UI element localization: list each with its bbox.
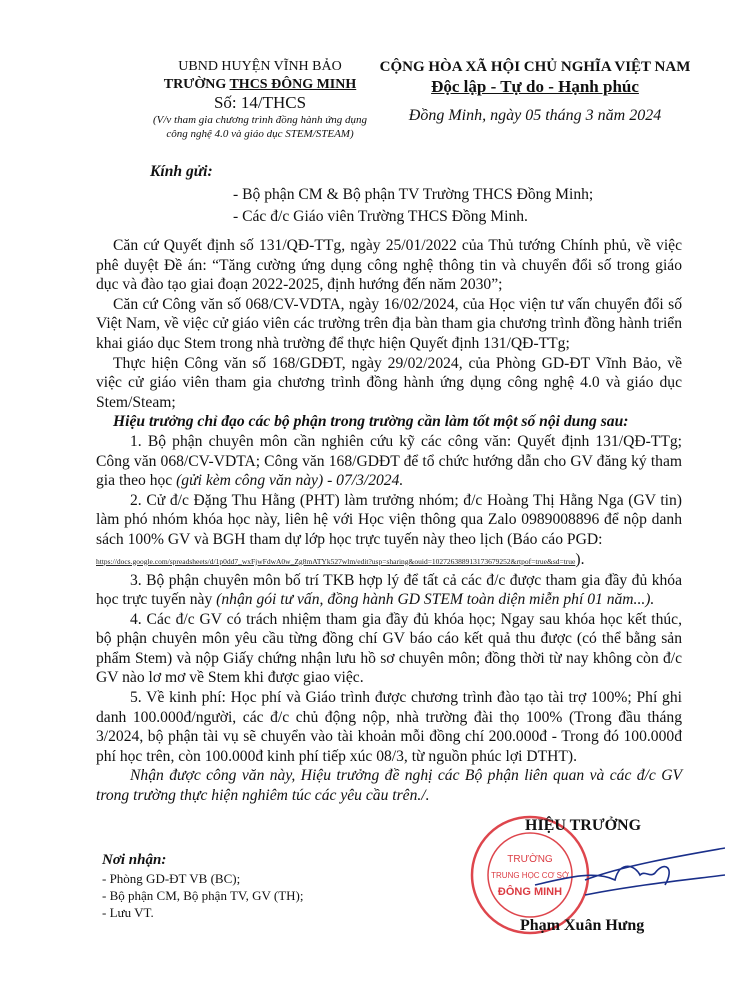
report-link-line: [96, 550, 682, 571]
receivers-title: Nơi nhận:: [102, 851, 167, 868]
recipient: - Bộ phận CM & Bộ phận TV Trường THCS Đồng Minh;: [233, 186, 594, 203]
receivers-block: [102, 850, 304, 921]
issuer-header: [140, 58, 380, 141]
paragraph: Thực hiện Công văn số 168/GDĐT, ngày 29/02/2024, của Phòng GD-ĐT Vĩnh Bảo, về việc cử giáo viên tham gia chương trình đồng hành ứng dụng công nghệ 4.0 và giáo dục Stem/Steam;: [96, 354, 682, 411]
paragraph: Căn cứ Quyết định số 131/QĐ-TTg, ngày 25/01/2022 của Thủ tướng Chính phủ, về việc phê duyệt Đề án: “Tăng cường ứng dụng công nghệ thông tin và chuyển đổi số trong giáo dục và đào tạo giai đoạn 2022-2025, định hướng đến năm 2030”;: [96, 237, 682, 294]
letter-body: [96, 236, 682, 806]
receiver: - Phòng GD-ĐT VB (BC);: [102, 870, 241, 886]
document-number: Số: 14/THCS: [213, 93, 307, 112]
item-2: 2. Cử đ/c Đặng Thu Hằng (PHT) làm trưởng nhóm; đ/c Hoàng Thị Hằng Nga (GV tin) làm phó nhóm khóa học này, liên hệ với Học viện thông qua Zalo 0989008896 để nộp danh sách 100% GV và BGH tham dự lớp học trực tuyến này theo lịch (Báo cáo PGD:: [96, 491, 682, 548]
signature-block: [491, 816, 695, 966]
school-name-text: THCS ĐÔNG MINH: [229, 77, 357, 92]
greeting: Kính gửi:: [150, 163, 213, 180]
place-date: Đồng Minh, ngày 05 tháng 3 năm 2024: [408, 107, 662, 124]
svg-text:TRUNG HỌC CƠ SỞ: TRUNG HỌC CƠ SỞ: [491, 870, 569, 880]
svg-text:TRƯỜNG: TRƯỜNG: [507, 853, 553, 865]
school-name: [140, 76, 380, 93]
item-5: 5. Về kinh phí: Học phí và Giáo trình được chương trình đào tạo tài trợ 100%; Phí ghi danh 100.000đ/người, các đ/c chủ động nộp, nhà trường đài thọ 100% (Trong đầu tháng 3/2024, bộ phận tài vụ sẽ chuyển vào tài khoản mỗi đồng chí 200.000đ - Trong đó 100.000đ phí học trên, còn 100.000đ kinh phí tiếp xúc 08/3, từ nguồn phúc lợi DTHT).: [96, 689, 682, 765]
closing-paragraph: Nhận được công văn này, Hiệu trưởng đề nghị các Bộ phận liên quan và các đ/c GV trong trường thực hiện nghiêm túc các yêu cầu trên./.: [96, 767, 682, 805]
link-end: ).: [575, 550, 585, 568]
directive-heading: Hiệu trưởng chỉ đạo các bộ phận trong trường cần làm tốt một số nội dung sau:: [113, 413, 629, 431]
item-note: (gửi kèm công văn này) - 07/3/2024.: [176, 472, 404, 490]
item-text: 3. Bộ phận chuyên môn bố trí TKB hợp lý để tất cả các đ/c được tham gia đầy đủ khóa học trực tuyến này: [96, 571, 682, 609]
recipient: - Các đ/c Giáo viên Trường THCS Đồng Minh.: [233, 208, 528, 225]
item-3: [96, 571, 682, 610]
item-text: 1. Bộ phận chuyên môn cần nghiên cứu kỹ các công văn: Quyết định 131/QĐ-TTg; Công văn 068/CV-VDTA; Công văn 168/GDĐT để tổ chức hướng dẫn cho GV đăng ký tham gia theo học: [96, 432, 682, 490]
signer-name: Phạm Xuân Hưng: [520, 916, 645, 934]
svg-text:ĐÔNG MINH: ĐÔNG MINH: [497, 885, 563, 898]
subject-line-2: công nghệ 4.0 và giáo dục STEM/STEAM): [166, 128, 354, 140]
agency-name: UBND HUYỆN VĨNH BẢO: [178, 59, 342, 74]
paragraph: Căn cứ Công văn số 068/CV-VDTA, ngày 16/02/2024, của Học viện tư vấn chuyển đổi số Việt Nam, về việc cử giáo viên các trường trên địa bàn tham gia chương trình đồng hành triển khai giáo dục Stem trong nhà trường để thực hiện Quyết định 131/QĐ-TTg;: [96, 295, 682, 352]
handwritten-signature: [525, 840, 725, 910]
subject-line-1: (V/v tham gia chương trình đồng hành ứng dụng: [152, 114, 368, 126]
nation-name: CỘNG HÒA XÃ HỘI CHỦ NGHĨA VIỆT NAM: [379, 59, 691, 75]
signer-title: HIỆU TRƯỞNG: [525, 816, 642, 834]
item-1: [96, 432, 682, 491]
school-prefix: TRƯỜNG: [163, 77, 230, 92]
national-header: [370, 58, 700, 126]
letter-footer: [96, 816, 682, 966]
recipient-list: [233, 184, 593, 228]
motto: Độc lập - Tự do - Hạnh phúc: [431, 77, 639, 96]
item-note: (nhận gói tư vấn, đồng hành GD STEM toàn diện miễn phí 01 năm...).: [216, 591, 655, 609]
item-4: 4. Các đ/c GV có trách nhiệm tham gia đầy đủ khóa học; Ngay sau khóa học kết thúc, bộ phận chuyên môn yêu cầu từng đồng chí GV báo cáo kết quả thu được (có thể bằng sản phẩm Stem) và nộp Giấy chứng nhận lưu hồ sơ chuyên môn; đồng thời từ nay không còn đ/c GV nào lơ mơ về Stem khi được giao việc.: [96, 610, 682, 687]
receiver: - Lưu VT.: [102, 904, 154, 920]
letter-content: [96, 236, 682, 966]
report-link[interactable]: https://docs.google.com/spreadsheets/d/1p0dd7_wxFjwFdwA0w_Zg8mATYk527wlm/edit?usp=sharing&ouid=102726388913173679252&rtpof=true&sd=true: [96, 556, 576, 566]
receiver: - Bộ phận CM, Bộ phận TV, GV (TH);: [102, 887, 304, 903]
